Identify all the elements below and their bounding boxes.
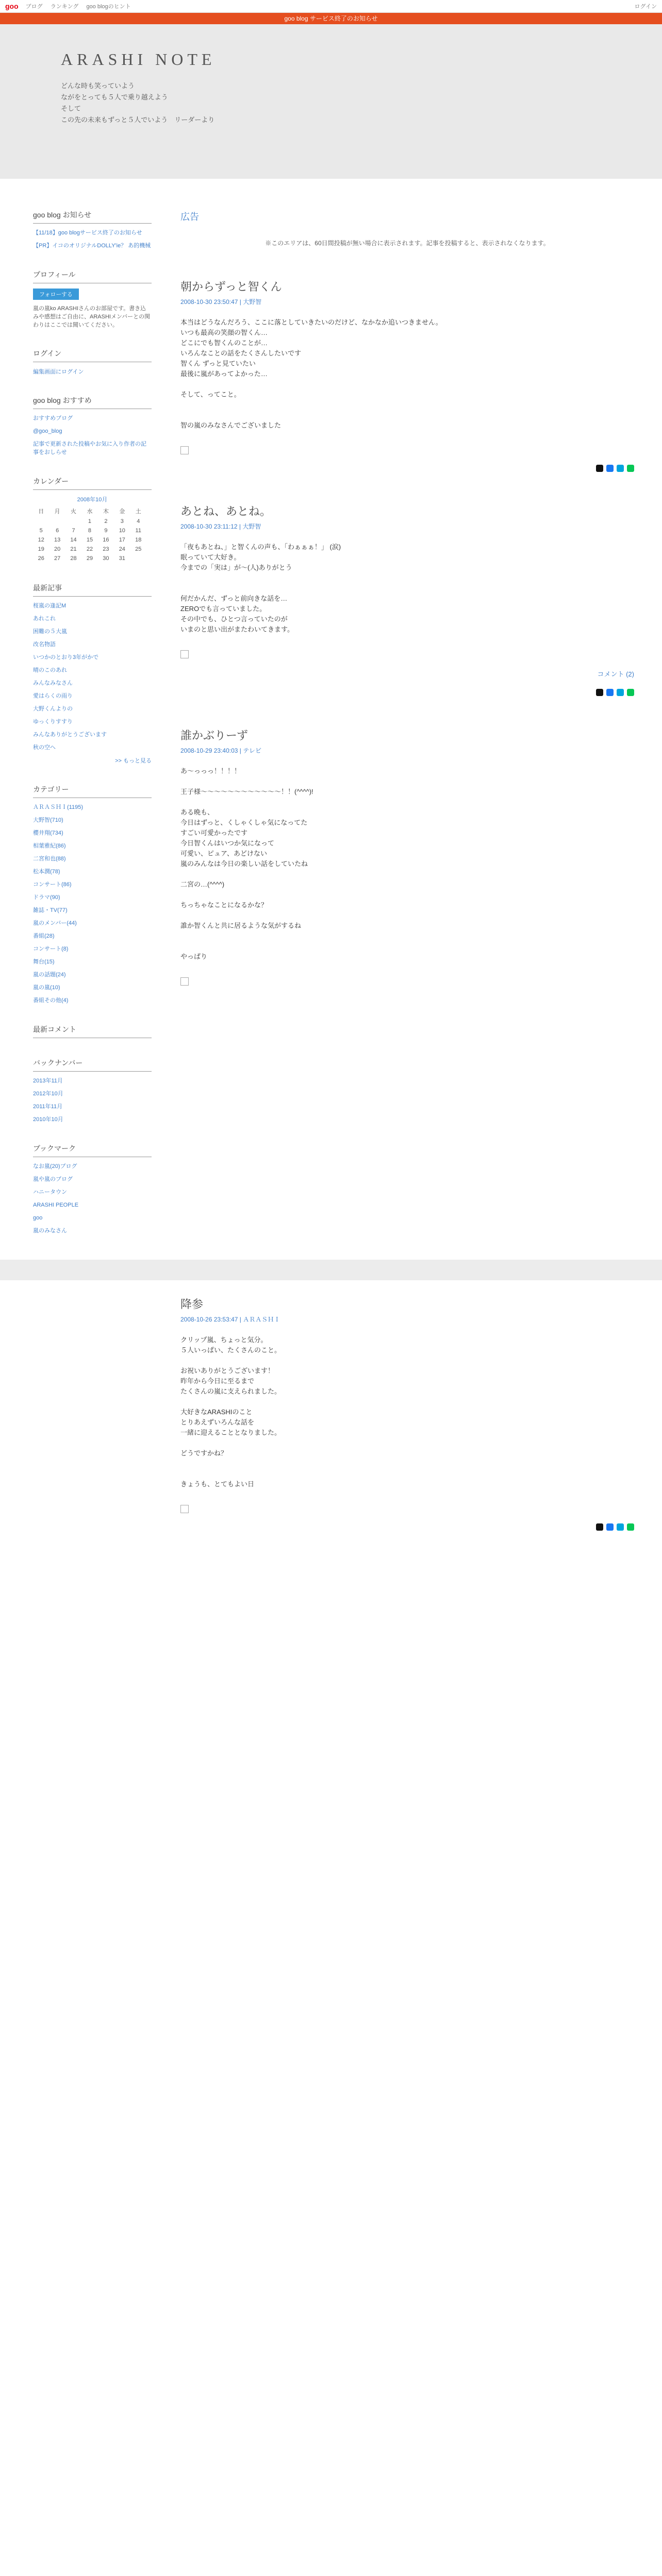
hatena-share-icon[interactable] — [617, 1523, 624, 1531]
recent-title: 最新記事 — [33, 583, 152, 597]
calendar-day[interactable]: 21 — [70, 546, 77, 552]
calendar-day[interactable]: 26 — [38, 555, 44, 562]
bookmark-link[interactable]: 嵐や嵐のブログ — [33, 1176, 73, 1182]
post-line: 大好きなARASHIのこと — [180, 1408, 253, 1416]
calendar-day[interactable]: 29 — [86, 555, 93, 562]
bookmark-link[interactable]: なお嵐(20)ブログ — [33, 1163, 77, 1170]
blog-description — [61, 80, 662, 126]
recent-post-link[interactable]: いつかのとおり3年がかで — [33, 654, 99, 660]
category-link[interactable]: 松本潤(78) — [33, 869, 60, 875]
calendar-day[interactable]: 28 — [70, 555, 77, 562]
calendar-box — [33, 476, 152, 563]
post-title[interactable]: 降参 — [180, 1298, 204, 1311]
comments-title: 最新コメント — [33, 1024, 152, 1038]
calendar-weekday: 土 — [135, 509, 141, 515]
category-link[interactable]: 櫻井翔(734) — [33, 830, 63, 836]
calendar-weekday: 木 — [103, 509, 109, 515]
post-title[interactable]: 誰かぶりーず — [180, 729, 248, 742]
recent-post-link[interactable]: みんなありがとうございます — [33, 732, 107, 738]
recent-post-link[interactable]: 晴のこのあれ — [33, 667, 67, 673]
post-body — [180, 317, 634, 431]
calendar-table — [33, 505, 146, 563]
blog-description-line: そして — [61, 105, 81, 112]
blog-description-line: どんな時も笑っていよう — [61, 82, 135, 90]
spacer — [180, 410, 634, 420]
profile-text: 嵐の嵐ko ARASHIさんのお部屋です。書き込みや感想はご自由に、ARASHIメンバーとの関わりはここでは聞いてください。 — [33, 306, 151, 328]
blog-post — [180, 503, 634, 696]
calendar-day[interactable] — [49, 517, 65, 526]
calendar-weekday: 日 — [38, 509, 44, 515]
hatena-share-icon[interactable] — [617, 465, 624, 472]
line-share-icon[interactable] — [627, 1523, 634, 1531]
login-title: ログイン — [33, 348, 152, 362]
post-line: どうですかね？ — [180, 1449, 228, 1457]
category-link[interactable]: ドラマ(90) — [33, 894, 60, 901]
category-link[interactable]: 嵐の話題(24) — [33, 972, 66, 978]
hatena-share-icon[interactable] — [617, 689, 624, 696]
category-link[interactable]: 二宮和也(88) — [33, 856, 66, 862]
post-line: 智くん ずっと見ていたい — [180, 360, 256, 367]
x-share-icon[interactable] — [596, 1523, 603, 1531]
spacer — [180, 583, 634, 594]
calendar-day[interactable]: 13 — [54, 537, 61, 543]
post-line: 眠っていて大好き。 — [180, 553, 241, 561]
calendar-day[interactable]: 12 — [38, 537, 44, 543]
post-line: その中でも、ひとつ言っていたのが — [180, 615, 288, 623]
backnumber-link[interactable]: 2013年11月 — [33, 1078, 63, 1084]
recent-post-link[interactable]: あれこれ — [33, 616, 56, 622]
recommend-title: goo blog おすすめ — [33, 395, 152, 409]
post-line: あ～っっっ！！！！ — [180, 767, 241, 775]
spacer — [180, 797, 634, 807]
post-line: すごい可愛かったです — [180, 829, 248, 837]
calendar-day[interactable]: 7 — [72, 528, 75, 534]
post-line: いまのと思い出がまたわいてきます。 — [180, 625, 294, 633]
post-title[interactable]: あとね、あとね。 — [180, 505, 272, 518]
backnumber-box — [33, 1058, 152, 1124]
recommend-item[interactable]: 記事で更新された投稿やお気に入り作者の記事をおしらせ — [33, 441, 146, 455]
post-line: そして、ってこと。 — [180, 391, 241, 398]
goo-logo[interactable]: goo — [5, 2, 19, 10]
post-body — [180, 766, 634, 962]
post-line: 一緒に迎えることとなりました。 — [180, 1429, 282, 1436]
calendar-day[interactable]: 10 — [119, 528, 125, 534]
post-line: 昨年から今日に至るまで — [180, 1377, 255, 1385]
backnumber-link[interactable]: 2010年10月 — [33, 1116, 63, 1123]
recommend-box — [33, 395, 152, 456]
post-line: 何だかんだ、ずっと前向きな話を… — [180, 595, 288, 602]
post-line: クリップ嵐、ちょっと気分。 — [180, 1336, 268, 1344]
calendar-day[interactable]: 8 — [88, 528, 92, 534]
category-link[interactable]: 嵐のメンバー(44) — [33, 920, 77, 926]
bookmark-link[interactable]: ハニータウン — [33, 1189, 67, 1195]
calendar-day[interactable]: 27 — [54, 555, 61, 562]
nav-link-hint[interactable]: goo blogのヒント — [86, 4, 131, 10]
notice-item[interactable]: 【11/18】goo blogサービス終了のお知らせ — [33, 230, 142, 236]
calendar-day[interactable]: 18 — [135, 537, 142, 543]
post-meta[interactable]: 2008-10-30 23:11:12 | 大野智 — [180, 523, 261, 530]
follow-button[interactable]: フォローする — [33, 289, 79, 300]
post-line: いつも最高の笑顔の智くん… — [180, 329, 268, 336]
calendar-title: カレンダー — [33, 476, 152, 490]
calendar-day[interactable]: 6 — [56, 528, 59, 534]
recent-post-link[interactable]: 改名物語 — [33, 641, 56, 648]
calendar-day[interactable]: 19 — [38, 546, 44, 552]
ad-notice: ※このエリアは、60日間投稿が無い場合に表示されます。記事を投稿すると、表示されなくなります。 — [265, 240, 550, 247]
calendar-day[interactable]: 31 — [119, 555, 125, 562]
top-nav-bar — [0, 0, 662, 13]
section-divider — [0, 1260, 662, 1280]
calendar-day[interactable]: 30 — [103, 555, 109, 562]
post-line: 嵐のみんなは今日の楽しい話をしていたね — [180, 860, 308, 868]
recent-post-link[interactable]: ゆっくりすすり — [33, 719, 73, 725]
login-box — [33, 348, 152, 376]
backnumber-link[interactable]: 2011年11月 — [33, 1104, 63, 1110]
post-line: やっぱり — [180, 953, 208, 960]
spacer — [180, 869, 634, 879]
post-line: どこにでも智くんのことが… — [180, 339, 268, 347]
spacer — [180, 776, 634, 787]
category-link[interactable]: コンサート(86) — [33, 882, 72, 888]
post-line: ちっちゃなことになるかな？ — [180, 901, 268, 909]
post-meta[interactable]: 2008-10-30 23:50:47 | 大野智 — [180, 298, 262, 306]
backnumber-link[interactable]: 2012年10月 — [33, 1091, 63, 1097]
spacer — [180, 1355, 634, 1366]
calendar-day[interactable]: 24 — [119, 546, 125, 552]
recommend-item[interactable]: おすすめブログ — [33, 415, 73, 421]
spacer — [180, 400, 634, 410]
nav-link-ranking[interactable]: ランキング — [50, 4, 79, 10]
calendar-day[interactable]: 22 — [86, 546, 93, 552]
post-line: 今日智くんはいつか気になって — [180, 839, 275, 847]
blog-description-line: ながをとっても５人で乗り越えよう — [61, 93, 168, 101]
calendar-day[interactable]: 1 — [88, 518, 92, 524]
blog-post — [180, 1296, 634, 1531]
recent-posts-box — [33, 583, 152, 765]
comments-box — [33, 1024, 152, 1038]
post-line: 誰か智くんと共に居るような気がするね — [180, 922, 302, 929]
share-buttons — [180, 1523, 634, 1531]
bookmark-link[interactable]: goo — [33, 1215, 43, 1221]
line-share-icon[interactable] — [627, 465, 634, 472]
nav-link-blog[interactable]: ブログ — [25, 4, 43, 10]
post-line: ZEROでも言っていました。 — [180, 605, 267, 613]
facebook-share-icon[interactable] — [606, 689, 614, 696]
profile-box — [33, 269, 152, 329]
main-content — [180, 210, 634, 1255]
service-end-banner[interactable] — [0, 13, 662, 24]
post-line: 智の嵐のみなさんでございました — [180, 421, 282, 429]
post-line: 最後に嵐があってよかった… — [180, 370, 268, 378]
share-buttons — [180, 465, 634, 472]
calendar-day[interactable]: 23 — [103, 546, 109, 552]
category-link[interactable]: ＡＲＡＳＨＩ(1195) — [33, 804, 83, 810]
calendar-day[interactable]: 16 — [103, 537, 109, 543]
ad-label: 広告 — [180, 212, 199, 222]
calendar-day[interactable]: 20 — [54, 546, 61, 552]
category-link[interactable]: 雑誌・TV(77) — [33, 907, 68, 913]
post-image — [180, 446, 189, 454]
profile-title: プロフィール — [33, 269, 152, 283]
category-link[interactable]: 相葉雅紀(86) — [33, 843, 66, 849]
category-title: カテゴリー — [33, 784, 152, 798]
share-buttons — [180, 689, 634, 696]
recent-post-link[interactable]: 大野くんよりの — [33, 706, 73, 712]
post-line: 二宮の…(^^^^) — [180, 880, 225, 888]
sidebar — [33, 210, 152, 1255]
line-share-icon[interactable] — [627, 689, 634, 696]
category-link[interactable]: コンサート(8) — [33, 946, 69, 952]
calendar-day[interactable]: 2 — [104, 518, 108, 524]
spacer — [180, 931, 634, 941]
backnumber-title: バックナンバー — [33, 1058, 152, 1072]
notice-box — [33, 210, 152, 250]
recommend-item[interactable]: @goo_blog — [33, 428, 62, 434]
calendar-weekday: 金 — [119, 509, 125, 515]
post-image — [180, 1505, 189, 1513]
recent-post-link[interactable]: 秋の空へ — [33, 744, 56, 751]
x-share-icon[interactable] — [596, 465, 603, 472]
calendar-day[interactable]: 4 — [137, 518, 140, 524]
x-share-icon[interactable] — [596, 689, 603, 696]
bookmark-link[interactable]: 嵐のみなさん — [33, 1228, 67, 1234]
calendar-day[interactable] — [65, 517, 81, 526]
category-link[interactable]: 番組(28) — [33, 933, 55, 939]
spacer — [180, 379, 634, 389]
comment-count-link[interactable]: コメント (2) — [597, 670, 634, 678]
post-line: 可愛い、ピュア、あどけない — [180, 850, 267, 857]
service-end-text[interactable]: goo blog サービス終了のお知らせ — [284, 15, 378, 22]
post-meta[interactable]: 2008-10-26 23:53:47 | ＡＲＡＳＨＩ — [180, 1316, 280, 1323]
calendar-day[interactable]: 17 — [119, 537, 125, 543]
recent-post-link[interactable]: 桜嵐の逢記M — [33, 603, 67, 609]
post-line: 今までの「実は」が～(人)ありがとう — [180, 564, 292, 571]
category-link[interactable]: 嵐の嵐(10) — [33, 985, 60, 991]
post-line: いろんなことの話をたくさんしたいです — [180, 349, 302, 357]
notice-item[interactable]: 【PR】イコのオリジナルDOLLY'ie？ あ的機械 — [33, 243, 151, 249]
bookmark-box — [33, 1143, 152, 1235]
calendar-day[interactable]: 3 — [120, 518, 124, 524]
post-body — [180, 1335, 634, 1489]
category-box — [33, 784, 152, 1005]
notice-title: goo blog お知らせ — [33, 210, 152, 224]
calendar-weekday: 月 — [54, 509, 60, 515]
category-link[interactable]: 大野智(710) — [33, 817, 63, 823]
calendar-day[interactable]: 11 — [135, 528, 141, 534]
blog-post — [180, 278, 634, 472]
main-content-continued — [180, 1296, 634, 1562]
post-line: たくさんの嵐に支えられました。 — [180, 1387, 282, 1395]
sidebar-continued — [33, 1296, 152, 1562]
post-image — [180, 650, 189, 658]
calendar-day[interactable]: 9 — [104, 528, 108, 534]
spacer — [180, 1438, 634, 1448]
calendar-day[interactable] — [33, 517, 49, 526]
recent-post-link[interactable]: みんなみなさん — [33, 680, 73, 686]
facebook-share-icon[interactable] — [606, 1523, 614, 1531]
bookmark-title: ブックマーク — [33, 1143, 152, 1157]
calendar-weekday: 水 — [87, 509, 93, 515]
post-line: 王子様～～～～～～～～～～～～！！(^^^^)! — [180, 788, 313, 795]
blog-title[interactable]: ARASHI NOTE — [61, 50, 216, 69]
post-line: 今日はずっと、くしゃくしゃ気になってた — [180, 819, 308, 826]
calendar-weekday: 火 — [71, 509, 77, 515]
calendar-day[interactable]: 14 — [70, 537, 77, 543]
post-line: お祝いありがとうございます！ — [180, 1367, 275, 1375]
spacer — [180, 1397, 634, 1407]
calendar-day[interactable]: 15 — [86, 537, 93, 543]
spacer — [180, 573, 634, 583]
bookmark-link[interactable]: ARASHI PEOPLE — [33, 1202, 79, 1208]
spacer — [180, 890, 634, 900]
admin-login-link[interactable]: 編集画面にログイン — [33, 369, 84, 375]
recent-post-link[interactable]: 困難の５大嵐 — [33, 629, 67, 635]
recent-post-link[interactable]: 愛はらくの雨り — [33, 693, 73, 699]
calendar-day[interactable]: 5 — [39, 528, 43, 534]
blog-post — [180, 727, 634, 986]
recent-more-link[interactable]: >> もっと見る — [115, 758, 152, 764]
facebook-share-icon[interactable] — [606, 465, 614, 472]
calendar-day[interactable]: 25 — [135, 546, 142, 552]
spacer — [180, 1469, 634, 1479]
blog-header — [0, 24, 662, 179]
post-line: ５人いっぱい、たくさんのこと。 — [180, 1346, 282, 1354]
post-line: 「夜もあとね、」と智くんの声も、「わぁぁぁ！」 (涙) — [180, 543, 341, 551]
spacer — [180, 1459, 634, 1469]
blog-description-line: この先の未来もずっと５人でいよう リーダーより — [61, 116, 215, 124]
category-link[interactable]: 舞台(15) — [33, 959, 55, 965]
post-image — [180, 977, 189, 986]
post-body — [180, 542, 634, 635]
post-line: ある晩も、 — [180, 808, 214, 816]
post-meta[interactable]: 2008-10-29 23:40:03 | テレビ — [180, 747, 261, 754]
calendar-month[interactable]: 2008年10月 — [77, 497, 108, 503]
calendar-day[interactable] — [130, 554, 146, 563]
login-link[interactable]: ログイン — [634, 4, 657, 10]
ad-section — [180, 210, 634, 247]
spacer — [180, 910, 634, 921]
post-line: きょうも、とてもよい日 — [180, 1480, 255, 1488]
post-title[interactable]: 朝からずっと智くん — [180, 280, 282, 293]
category-link[interactable]: 番組その他(4) — [33, 997, 69, 1004]
spacer — [180, 941, 634, 952]
post-line: とりあえずいろんな話を — [180, 1418, 255, 1426]
post-line: 本当はどうなんだろう、ここに落としていきたいのだけど、なかなか追いつきません。 — [180, 318, 442, 326]
